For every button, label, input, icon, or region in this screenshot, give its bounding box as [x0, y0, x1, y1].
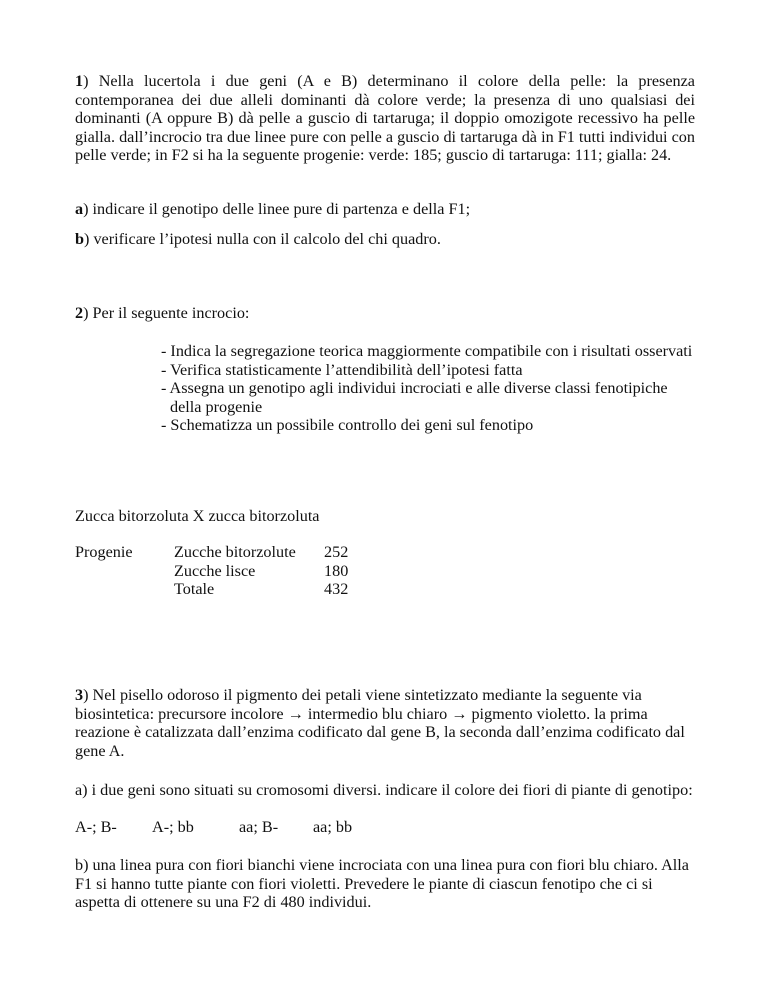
q3-text: ) Nel pisello odoroso il pigmento dei petali viene sintetizzato mediante la seguente via biosintetica: precursore incolore → intermedio blu chiaro → pigmento violetto. la prima reazione è catalizzata dall’enzima codificato dal gene B, la seconda dall’enzima codificato dal gene A.: [75, 686, 685, 760]
q3-part-a: a) i due geni sono situati su cromosomi diversi. indicare il colore dei fiori di piante di genotipo:: [75, 781, 693, 799]
q2-cross: Zucca bitorzoluta X zucca bitorzoluta: [75, 507, 320, 525]
q2-intro-text: ) Per il seguente incrocio:: [83, 304, 250, 322]
q2-number: 2: [75, 304, 84, 322]
q1-part-a: [75, 200, 695, 219]
genotype-item: aa; bb: [313, 818, 353, 836]
q1-a-letter: a: [75, 200, 84, 218]
q2-task: - Indica la segregazione teorica maggiormente compatibile con i risultati osservati: [161, 342, 693, 360]
q2-intro: [75, 304, 695, 323]
q1-text: ) Nella lucertola i due geni (A e B) determinano il colore della pelle: la presenza contemporanea dei due alleli dominanti dà colore verde; la presenza di uno qualsiasi dei dominanti (A oppure B) dà pelle a guscio di tartaruga; il doppio omozigote recessivo ha pelle gialla. dall’incrocio tra due linee pure con pelle a guscio di tartaruga dà in F1 tutti individui con pelle verde; in F2 si ha la seguente progenie: verde: 185; guscio di tartaruga: 111; gialla: 24.: [75, 72, 695, 165]
q1-number: 1: [75, 72, 84, 90]
genotype-item: aa; B-: [239, 818, 279, 836]
progeny-class-name: Totale: [174, 580, 215, 599]
progeny-label: Progenie: [75, 543, 133, 561]
q1-paragraph: [75, 72, 695, 165]
q1-a-text: ) indicare il genotipo delle linee pure di partenza e della F1;: [83, 200, 471, 218]
genotype-list: [75, 818, 352, 837]
q3-number: 3: [75, 686, 84, 704]
table-row: [174, 580, 348, 599]
genotype-item: A-; B-: [75, 818, 117, 836]
q1-b-text: ) verificare l’ipotesi nulla con il calcolo del chi quadro.: [84, 230, 441, 248]
table-row: [174, 543, 348, 562]
q2-task: - Schematizza un possibile controllo dei geni sul fenotipo: [161, 416, 534, 435]
progeny-class-name: Zucche lisce: [174, 561, 256, 580]
genotype-item: A-; bb: [152, 818, 194, 836]
progeny-class-count: 180: [324, 561, 349, 580]
progeny-class-name: Zucche bitorzolute: [174, 543, 296, 561]
q3-part-b: b) una linea pura con fiori bianchi viene incrociata con una linea pura con fiori blu chiaro. Alla F1 si hanno tutte piante con fiori violetti. Prevedere le piante di ciascun fenotipo che ci si aspetta di ottenere su una F2 di 480 individui.: [75, 856, 689, 912]
progeny-table: [174, 543, 348, 599]
progeny-class-count: 432: [324, 580, 349, 599]
q2-task-list: [161, 342, 701, 435]
q2-task: - Verifica statisticamente l’attendibilità dell’ipotesi fatta: [161, 360, 523, 379]
progeny-class-count: 252: [324, 543, 349, 561]
q3-paragraph: [75, 686, 695, 760]
q2-task: - Assegna un genotipo agli individui incrociati e alle diverse classi fenotipiche della progenie: [161, 379, 668, 416]
table-row: [174, 562, 348, 581]
q1-b-letter: b: [75, 230, 85, 248]
q1-part-b: [75, 230, 695, 249]
